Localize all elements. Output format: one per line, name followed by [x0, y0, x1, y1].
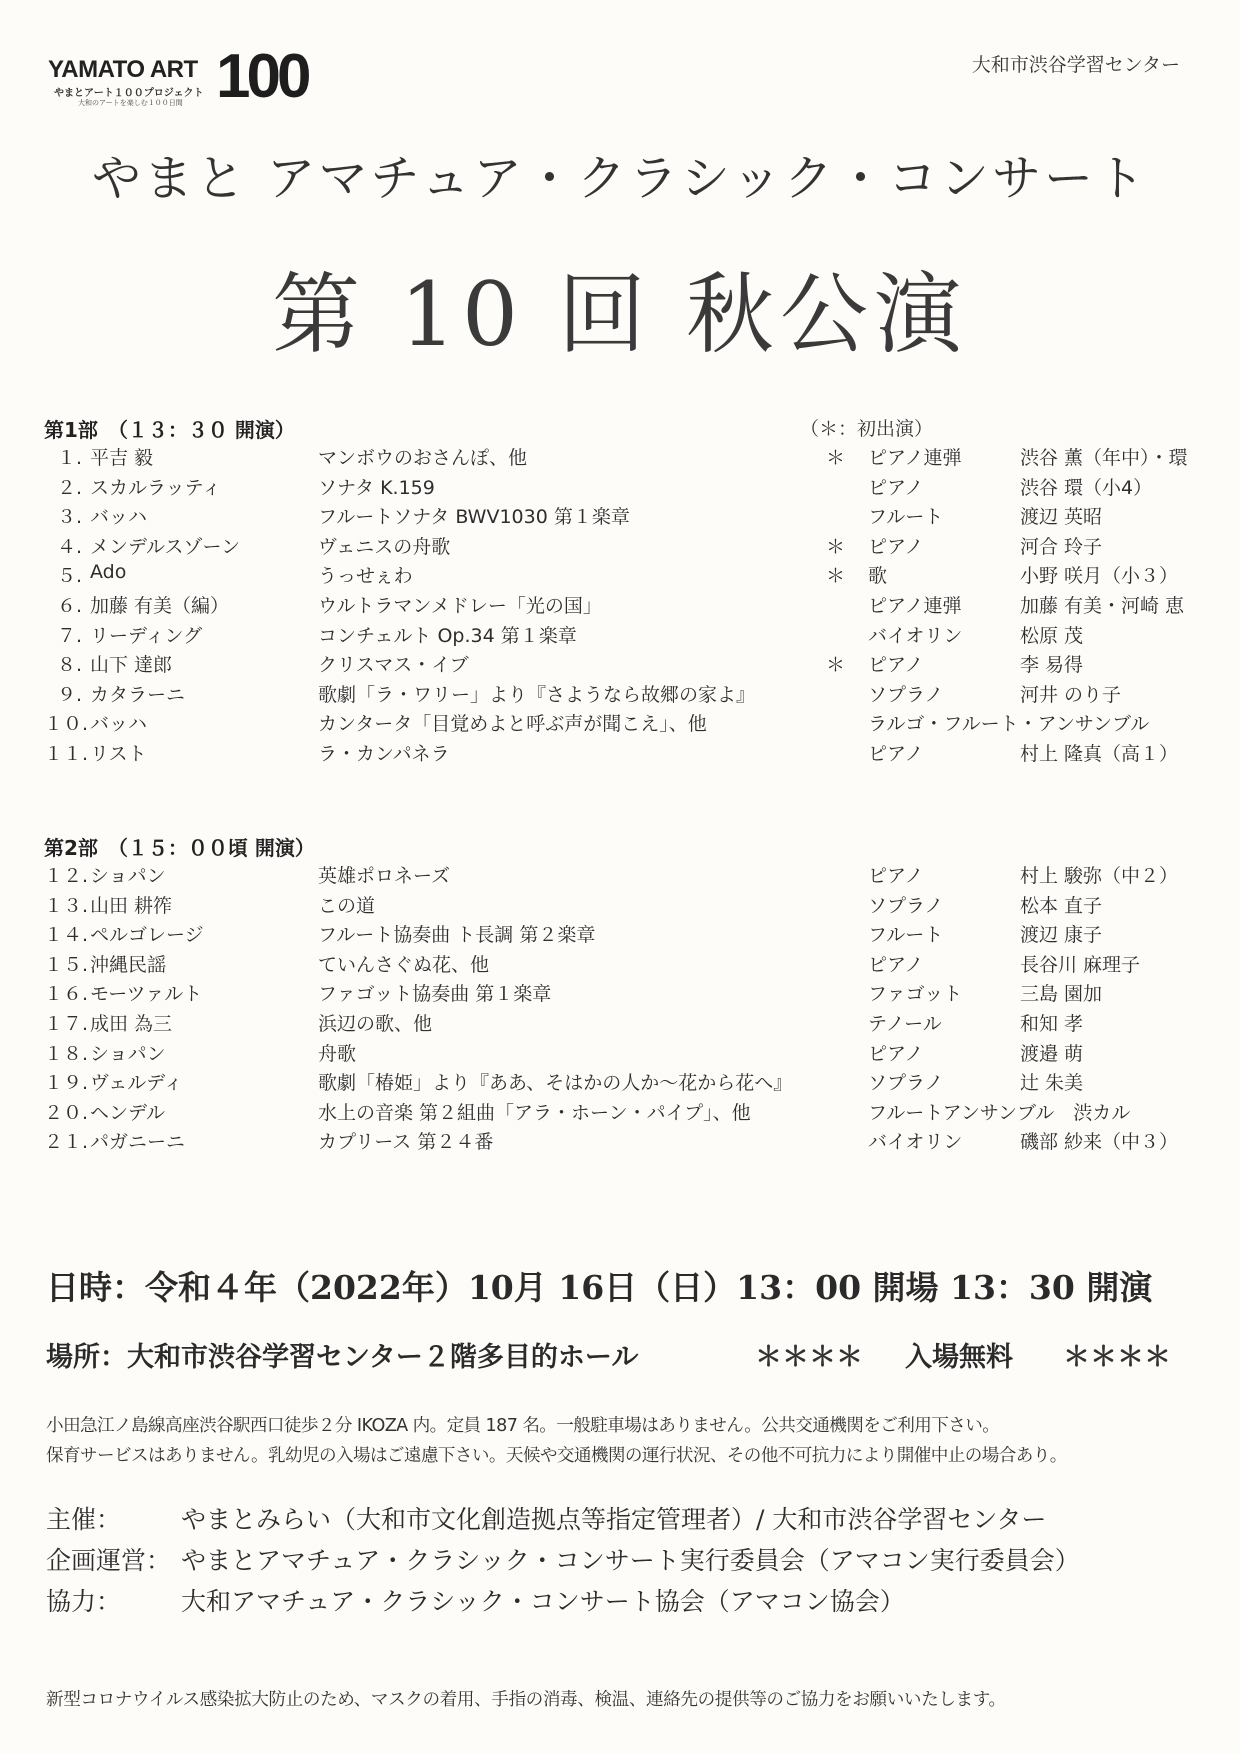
logo-number: 100 — [216, 42, 308, 111]
program-number: １４. — [44, 924, 89, 947]
program-number: １. — [56, 447, 82, 469]
composer-name: ヘンデル — [90, 1101, 166, 1124]
asterisk-decoration-right: ＊＊＊＊ — [1063, 1342, 1171, 1373]
instrument: ピアノ — [868, 476, 924, 499]
composer-name: 沖縄民謡 — [90, 953, 167, 976]
program-row — [0, 709, 1240, 737]
instrument: テノール — [868, 1013, 942, 1035]
composer-name: 山下 達郎 — [90, 654, 173, 677]
program-number: ２. — [56, 476, 82, 499]
instrument: 歌 — [868, 565, 888, 588]
composer-name: 山田 耕筰 — [90, 894, 173, 917]
piece-title: ラ・カンパネラ — [318, 743, 450, 765]
composer-name: 成田 為三 — [90, 1013, 173, 1035]
organizer-label: 主催： — [46, 1505, 122, 1534]
program-number: １６. — [44, 983, 89, 1006]
program-number: ８. — [56, 654, 82, 677]
logo-subtitle: やまとアート１００プロジェクト — [54, 88, 204, 99]
event-datetime: 日時：令和４年（2022年）10月 16日（日）13：00 開場 13：30 開演 — [46, 1268, 1153, 1307]
event-venue: 場所：大和市渋谷学習センター２階多目的ホール — [46, 1342, 639, 1373]
instrument: ピアノ — [868, 1042, 924, 1065]
piece-title: ファゴット協奏曲 第１楽章 — [318, 983, 552, 1006]
program-row — [0, 650, 1240, 678]
program-row — [0, 979, 1240, 1007]
program-row — [0, 1068, 1240, 1096]
composer-name: リーディング — [90, 624, 203, 647]
part1-heading: 第1部 （１３：３０ 開演） — [44, 418, 295, 442]
performer-name: 李 易得 — [1020, 654, 1084, 677]
instrument: バイオリン — [868, 1131, 963, 1154]
performer-name: 村上 駿弥（中２） — [1020, 865, 1179, 887]
program-row — [0, 1127, 1240, 1155]
instrument: ソプラノ — [868, 1072, 944, 1095]
piece-title: クリスマス・イブ — [318, 654, 469, 677]
instrument: フルートアンサンブル 渋カル — [868, 1101, 1131, 1124]
program-number: ９. — [56, 683, 82, 706]
piece-title: うっせぇわ — [318, 565, 413, 588]
asterisk-decoration-left: ＊＊＊＊ — [755, 1342, 863, 1373]
yamato-art-100-logo — [48, 42, 358, 112]
piece-title: コンチェルト Op.34 第１楽章 — [318, 624, 577, 647]
instrument: フルート — [868, 924, 944, 947]
performer-name: 渡辺 康子 — [1020, 924, 1103, 947]
composer-name: 加藤 有美（編） — [90, 595, 230, 617]
piece-title: 水上の音楽 第２組曲「アラ・ホーン・パイプ」、他 — [318, 1101, 751, 1124]
piece-title: カプリース 第２４番 — [318, 1131, 494, 1154]
composer-name: 平吉 毅 — [90, 447, 154, 469]
program-row — [0, 621, 1240, 649]
instrument: ピアノ — [868, 654, 924, 677]
composer-name: モーツァルト — [90, 983, 203, 1006]
instrument: ピアノ連弾 — [868, 595, 962, 617]
program-row — [0, 591, 1240, 619]
composer-name: メンデルスゾーン — [90, 535, 241, 558]
program-number: １７. — [44, 1013, 89, 1035]
piece-title: フルート協奏曲 ト長調 第２楽章 — [318, 924, 596, 947]
composer-name: Ado — [90, 561, 127, 584]
program-row — [0, 891, 1240, 919]
program-number: ２１. — [44, 1131, 89, 1154]
first-appearance-mark: ＊ — [826, 447, 846, 469]
instrument: バイオリン — [868, 624, 963, 647]
piece-title: マンボウのおさんぽ、他 — [318, 447, 528, 469]
composer-name: パガニーニ — [90, 1131, 186, 1154]
piece-title: ウルトラマンメドレー「光の国」 — [318, 595, 602, 617]
piece-title: この道 — [318, 894, 376, 917]
logo-tagline: 大和のアートを楽しむ１００日間 — [78, 99, 183, 107]
organizer-text: やまとみらい（大和市文化創造拠点等指定管理者）/ 大和市渋谷学習センター — [181, 1505, 1047, 1534]
program-row — [0, 950, 1240, 978]
first-appearance-note: （＊：初出演） — [800, 418, 934, 440]
program-number: ６. — [56, 595, 82, 617]
instrument: ソプラノ — [868, 683, 944, 706]
program-number: ３. — [56, 506, 82, 529]
composer-name: バッハ — [90, 506, 148, 529]
organizer-label: 協力： — [46, 1587, 122, 1616]
composer-name: カタラーニ — [90, 683, 186, 706]
first-appearance-mark: ＊ — [826, 654, 846, 677]
piece-title: ヴェニスの舟歌 — [318, 535, 451, 558]
program-row — [0, 1098, 1240, 1126]
instrument: フルート — [868, 506, 944, 529]
performer-name: 磯部 紗来（中３） — [1020, 1131, 1179, 1154]
program-number: ５. — [56, 565, 82, 588]
composer-name: ショパン — [90, 865, 166, 887]
organizer-text: 大和アマチュア・クラシック・コンサート協会（アマコン協会） — [181, 1587, 905, 1616]
program-row — [0, 473, 1240, 501]
performer-name: 河合 玲子 — [1020, 535, 1103, 558]
program-number: ２０. — [44, 1101, 89, 1124]
piece-title: カンタータ「目覚めよと呼ぶ声が聞こえ」、他 — [318, 713, 707, 736]
composer-name: ペルゴレージ — [90, 924, 204, 947]
program-number: １５. — [44, 953, 89, 976]
part2-heading: 第2部 （１５：００頃 開演） — [44, 836, 315, 860]
performer-name: 渋谷 環（小4） — [1020, 476, 1153, 499]
performer-name: 河井 のり子 — [1020, 683, 1122, 706]
instrument: ピアノ — [868, 535, 924, 558]
performer-name: 辻 朱美 — [1020, 1072, 1084, 1095]
program-row — [0, 532, 1240, 560]
program-row — [0, 561, 1240, 589]
composer-name: スカルラッティ — [90, 476, 222, 499]
program-row — [0, 502, 1240, 530]
organizer-header: 大和市渋谷学習センター — [971, 54, 1180, 76]
program-number: ４. — [56, 535, 82, 558]
instrument: ファゴット — [868, 983, 963, 1006]
program-row — [0, 861, 1240, 889]
performer-name: 松本 直子 — [1020, 894, 1103, 917]
program-number: １０. — [44, 713, 89, 736]
instrument: ピアノ — [868, 743, 924, 765]
organizer-text: やまとアマチュア・クラシック・コンサート実行委員会（アマコン実行委員会） — [181, 1546, 1080, 1575]
performer-name: 渡邉 萌 — [1020, 1042, 1084, 1065]
instrument: ピアノ — [868, 865, 924, 887]
piece-title: 歌劇「椿姫」より『ああ、そはかの人か〜花から花へ』 — [318, 1072, 793, 1095]
performer-name: 小野 咲月（小３） — [1020, 565, 1179, 588]
program-number: １８. — [44, 1042, 89, 1065]
instrument: ピアノ — [868, 953, 924, 976]
program-row — [0, 1039, 1240, 1067]
first-appearance-mark: ＊ — [826, 565, 846, 588]
instrument: ソプラノ — [868, 894, 944, 917]
composer-name: ヴェルディ — [90, 1072, 183, 1095]
concert-title: やまと アマチュア・クラシック・コンサート — [91, 150, 1149, 207]
performer-name: 村上 隆真（高１） — [1020, 743, 1179, 765]
organizer-label: 企画運営： — [46, 1546, 172, 1575]
first-appearance-mark: ＊ — [826, 535, 846, 558]
program-number: １２. — [44, 865, 89, 887]
piece-title: 英雄ポロネーズ — [318, 865, 451, 887]
performer-name: 渋谷 薫（年中）・環 — [1020, 447, 1188, 469]
program-row — [0, 680, 1240, 708]
program-number: ７. — [56, 624, 82, 647]
covid-notice: 新型コロナウイルス感染拡大防止のため、マスクの着用、手指の消毒、検温、連絡先の提供等のご協力をお願いいたします。 — [46, 1690, 1006, 1710]
piece-title: 歌劇「ラ・ワリー」より『さようなら故郷の家よ』 — [318, 683, 756, 706]
concert-edition-title: 第 10 回 秋公演 — [272, 263, 968, 366]
piece-title: ていんさぐぬ花、他 — [318, 953, 490, 976]
program-row — [0, 443, 1240, 471]
performer-name: 三島 園加 — [1020, 983, 1103, 1006]
instrument: ラルゴ・フルート・アンサンブル — [868, 713, 1150, 736]
logo-main-text: YAMATO ART — [48, 56, 198, 83]
performer-name: 和知 孝 — [1020, 1013, 1084, 1035]
instrument: ピアノ連弾 — [868, 447, 962, 469]
piece-title: ソナタ K.159 — [318, 476, 435, 499]
performer-name: 加藤 有美・河崎 恵 — [1020, 595, 1185, 617]
piece-title: 舟歌 — [318, 1042, 357, 1065]
composer-name: ショパン — [90, 1042, 166, 1065]
composer-name: バッハ — [90, 713, 148, 736]
program-number: １９. — [44, 1072, 89, 1095]
program-row — [0, 920, 1240, 948]
performer-name: 渡辺 英昭 — [1020, 506, 1103, 529]
composer-name: リスト — [90, 743, 147, 765]
program-number: １３. — [44, 894, 89, 917]
performer-name: 松原 茂 — [1020, 624, 1084, 647]
program-number: １１. — [44, 743, 89, 765]
free-admission: 入場無料 — [905, 1342, 1013, 1373]
program-row — [0, 1009, 1240, 1037]
program-row — [0, 739, 1240, 767]
performer-name: 長谷川 麻理子 — [1020, 953, 1141, 976]
piece-title: 浜辺の歌、他 — [318, 1013, 433, 1035]
access-info-line1: 小田急江ノ島線高座渋谷駅西口徒歩２分 IKOZA 内。定員 187 名。一般駐車場はありません。公共交通機関をご利用下さい。 — [46, 1416, 1000, 1436]
piece-title: フルートソナタ BWV1030 第１楽章 — [318, 506, 630, 529]
access-info-line2: 保育サービスはありません。乳幼児の入場はご遠慮下さい。天候や交通機関の運行状況、その他不可抗力により開催中止の場合あり。 — [46, 1446, 1067, 1466]
